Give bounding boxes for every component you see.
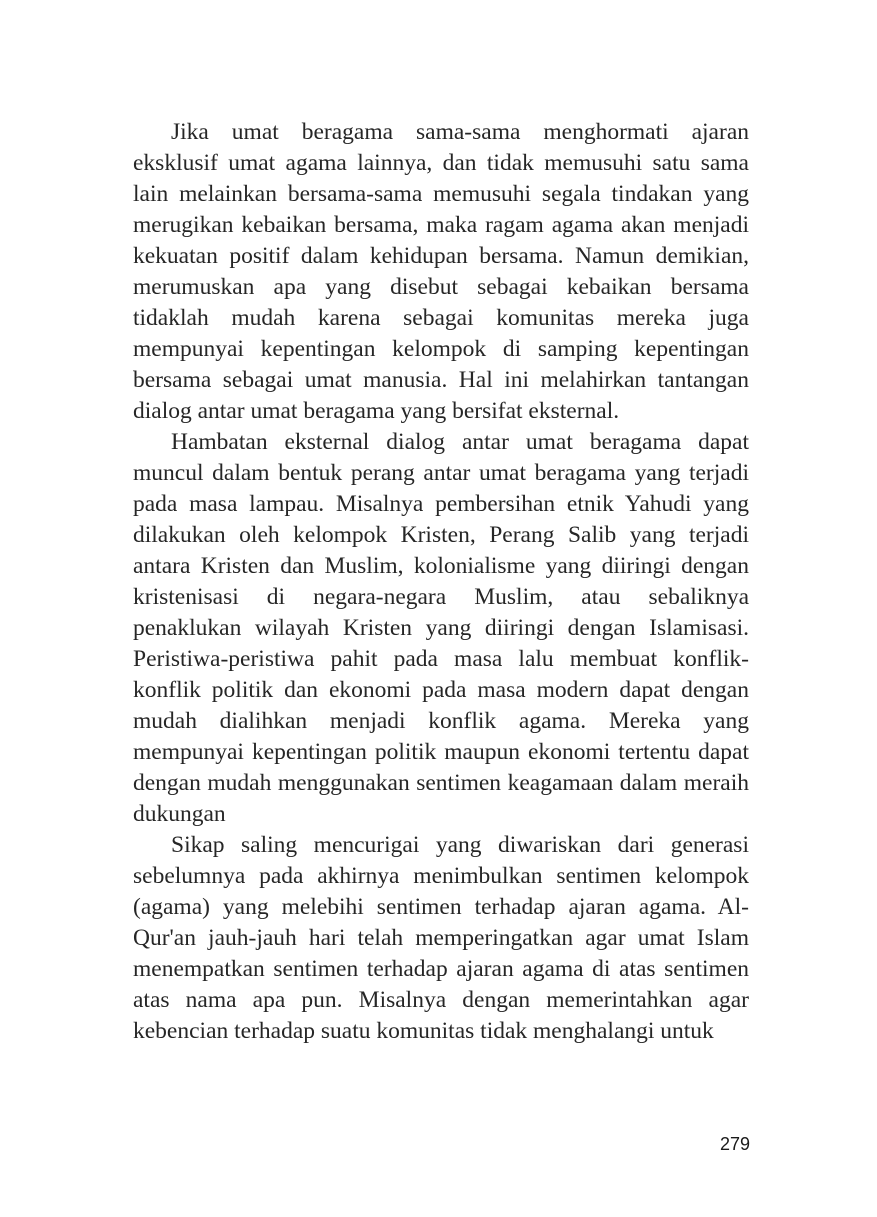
paragraph-3: Sikap saling mencurigai yang diwariskan dari generasi sebelumnya pada akhirnya menimbulkan sentimen kelompok (agama) yang melebihi sentimen terhadap ajaran agama. Al-Qur'an jauh-jauh hari telah memperingatkan agar umat Islam menempatkan sentimen terhadap ajaran agama di atas sentimen atas nama apa pun. Misalnya dengan memerintahkan agar kebencian terhadap suatu komunitas tidak menghalangi untuk [133,832,749,1044]
paragraph-1: Jika umat beragama sama-sama menghormati ajaran eksklusif umat agama lainnya, dan tidak memusuhi satu sama lain melainkan bersama-sama memusuhi segala tindakan yang merugikan kebaikan bersama, maka ragam agama akan menjadi kekuatan positif dalam kehidupan bersama. Namun demikian, merumuskan apa yang disebut sebagai kebaikan bersama tidaklah mudah karena sebagai komunitas mereka juga mempunyai kepentingan kelompok di samping kepentingan bersama sebagai umat manusia. Hal ini melahirkan tantangan dialog antar umat beragama yang bersifat eksternal. [133,119,749,424]
body-text [133,117,749,1047]
paragraph-2: Hambatan eksternal dialog antar umat beragama dapat muncul dalam bentuk perang antar umat beragama yang terjadi pada masa lampau. Misalnya pembersihan etnik Yahudi yang dilakukan oleh kelompok Kristen, Perang Salib yang terjadi antara Kristen dan Muslim, kolonialisme yang diiringi dengan kristenisasi di negara-negara Muslim, atau sebaliknya penaklukan wilayah Kristen yang diiringi dengan Islamisasi. Peristiwa-peristiwa pahit pada masa lalu membuat konflik-konflik politik dan ekonomi pada masa modern dapat dengan mudah dialihkan menjadi konflik agama. Mereka yang mempunyai kepentingan politik maupun ekonomi tertentu dapat dengan mudah menggunakan sentimen keagamaan dalam meraih dukungan [133,429,749,827]
page-number: 279 [719,1134,750,1154]
